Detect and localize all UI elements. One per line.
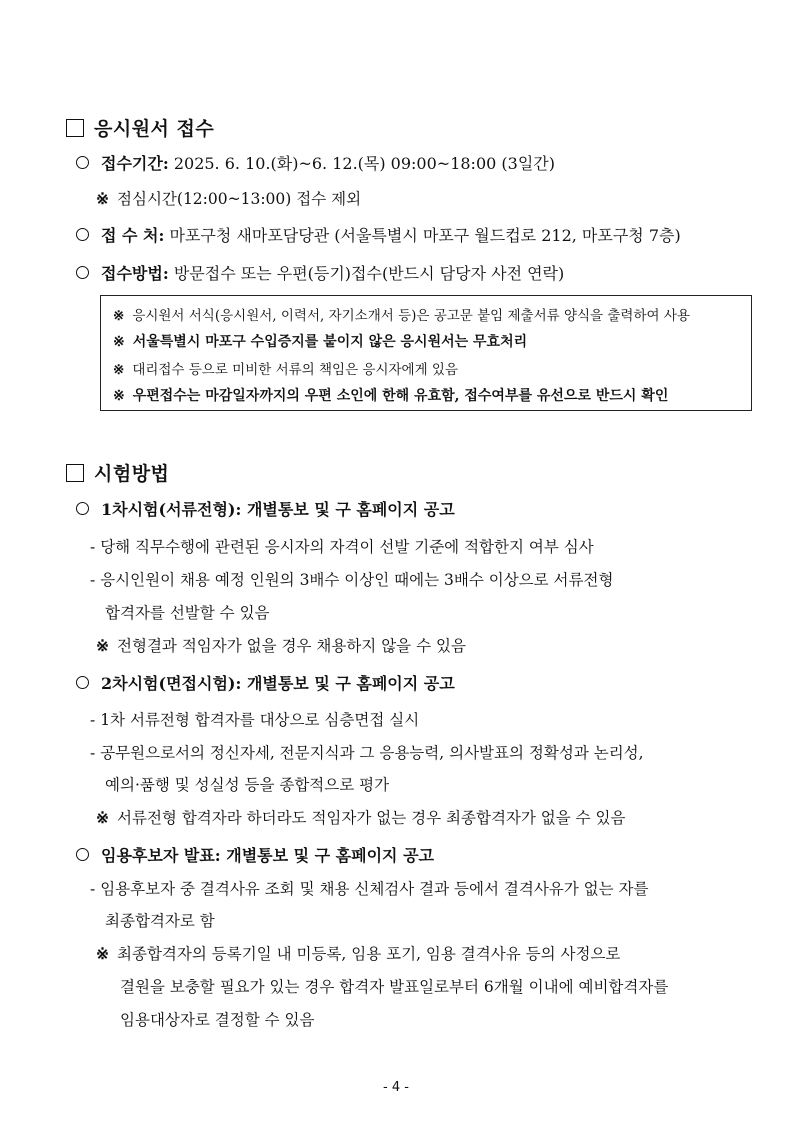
list-item-continuation [105, 601, 270, 623]
notice-box [100, 295, 752, 411]
note-mark-icon: ※ [96, 808, 109, 827]
dash-bullet: - [90, 744, 96, 762]
note-text: 최종합격자의 등록기일 내 미등록, 임용 포기, 임용 결격사유 등의 사정으로 [117, 945, 621, 963]
first-exam-title [76, 497, 455, 520]
note-mark-icon: ※ [113, 362, 125, 378]
period-label: 접수기간: [101, 154, 169, 173]
place-line [76, 223, 681, 246]
circle-bullet-icon [76, 228, 89, 241]
note-text: 임용대상자로 결정할 수 있음 [120, 1011, 315, 1029]
list-item-text: 당해 직무수행에 관련된 응시자의 자격이 선발 기준에 적합한지 여부 심사 [100, 538, 594, 556]
dash-bullet: - [90, 538, 96, 556]
first-exam-note [96, 634, 466, 656]
second-exam-title-text: 2차시험(면접시험): 개별통보 및 구 홈페이지 공고 [101, 674, 455, 693]
page-number: - 4 - [383, 1080, 409, 1095]
note-text: 서류전형 합격자라 하더라도 적임자가 없는 경우 최종합격자가 없을 수 있음 [117, 809, 626, 827]
note-mark-icon: ※ [96, 189, 109, 208]
dash-bullet: - [90, 711, 96, 729]
place-label: 접 수 처: [101, 226, 165, 245]
section-heading-application [66, 114, 214, 141]
box-note [113, 331, 527, 351]
method-value: 방문접수 또는 우편(등기)접수(반드시 담당자 사전 연락) [173, 264, 565, 283]
box-note [113, 304, 690, 324]
box-note-text: 응시원서 서식(응시원서, 이력서, 자기소개서 등)은 공고문 붙임 제출서류 양식을 출력하여 사용 [132, 308, 690, 324]
third-title-text: 임용후보자 발표: 개별통보 및 구 홈페이지 공고 [101, 846, 434, 865]
dash-bullet: - [90, 571, 96, 589]
method-label: 접수방법: [101, 264, 169, 283]
place-value: 마포구청 새마포담당관 (서울특별시 마포구 월드컵로 212, 마포구청 7층) [169, 226, 681, 245]
third-title [76, 843, 434, 866]
note-mark-icon: ※ [113, 388, 125, 404]
period-line [76, 151, 555, 174]
dash-bullet: - [90, 880, 96, 898]
list-item-text: 합격자를 선발할 수 있음 [105, 604, 270, 622]
circle-bullet-icon [76, 676, 89, 689]
note-mark-icon: ※ [113, 334, 125, 350]
first-exam-title-text: 1차시험(서류전형): 개별통보 및 구 홈페이지 공고 [101, 500, 455, 519]
section-heading-exam [66, 459, 169, 486]
lunch-note [96, 187, 361, 209]
checkbox-square-icon [66, 119, 84, 137]
list-item-text: 공무원으로서의 정신자세, 전문지식과 그 응용능력, 의사발표의 정확성과 논리성, [100, 744, 644, 762]
list-item-text: 최종합격자로 함 [105, 912, 215, 930]
list-item [90, 877, 649, 899]
checkbox-square-icon [66, 464, 84, 482]
list-item-text: 응시인원이 채용 예정 인원의 3배수 이상인 때에는 3배수 이상으로 서류전형 [100, 571, 614, 589]
list-item-text: 예의·품행 및 성실성 등을 종합적으로 평가 [105, 776, 390, 794]
second-exam-note [96, 806, 626, 828]
note-mark-icon: ※ [96, 944, 109, 963]
box-note [113, 358, 458, 378]
third-note-continuation [120, 1008, 314, 1030]
section-title: 응시원서 접수 [94, 118, 215, 140]
period-value: 2025. 6. 10.(화)~6. 12.(목) 09:00~18:00 (3일간) [173, 154, 555, 173]
list-item-continuation [105, 909, 215, 931]
box-note-text: 우편접수는 마감일자까지의 우편 소인에 한해 유효함, 접수여부를 유선으로 반드시 확인 [132, 388, 669, 404]
box-note [113, 385, 668, 405]
note-mark-icon: ※ [113, 308, 125, 324]
circle-bullet-icon [76, 848, 89, 861]
list-item [90, 741, 644, 763]
note-text: 결원을 보충할 필요가 있는 경우 합격자 발표일로부터 6개월 이내에 예비합격자를 [120, 978, 669, 996]
section-title: 시험방법 [94, 463, 170, 485]
list-item [90, 568, 613, 590]
note-mark-icon: ※ [96, 636, 109, 655]
box-note-text: 대리접수 등으로 미비한 서류의 책임은 응시자에게 있음 [132, 362, 459, 378]
list-item-text: 1차 서류전형 합격자를 대상으로 심층면접 실시 [100, 711, 420, 729]
list-item-text: 임용후보자 중 결격사유 조회 및 채용 신체검사 결과 등에서 결격사유가 없는 자를 [100, 880, 649, 898]
circle-bullet-icon [76, 156, 89, 169]
third-note-continuation [120, 975, 668, 997]
circle-bullet-icon [76, 266, 89, 279]
method-line [76, 261, 564, 284]
list-item [90, 708, 419, 730]
second-exam-title [76, 671, 455, 694]
note-text: 전형결과 적임자가 없을 경우 채용하지 않을 수 있음 [117, 637, 466, 655]
box-note-text: 서울특별시 마포구 수입증지를 붙이지 않은 응시원서는 무효처리 [132, 334, 528, 350]
list-item-continuation [105, 773, 389, 795]
circle-bullet-icon [76, 502, 89, 515]
lunch-note-text: 점심시간(12:00~13:00) 접수 제외 [117, 190, 362, 208]
list-item [90, 535, 594, 557]
third-note [96, 942, 620, 964]
